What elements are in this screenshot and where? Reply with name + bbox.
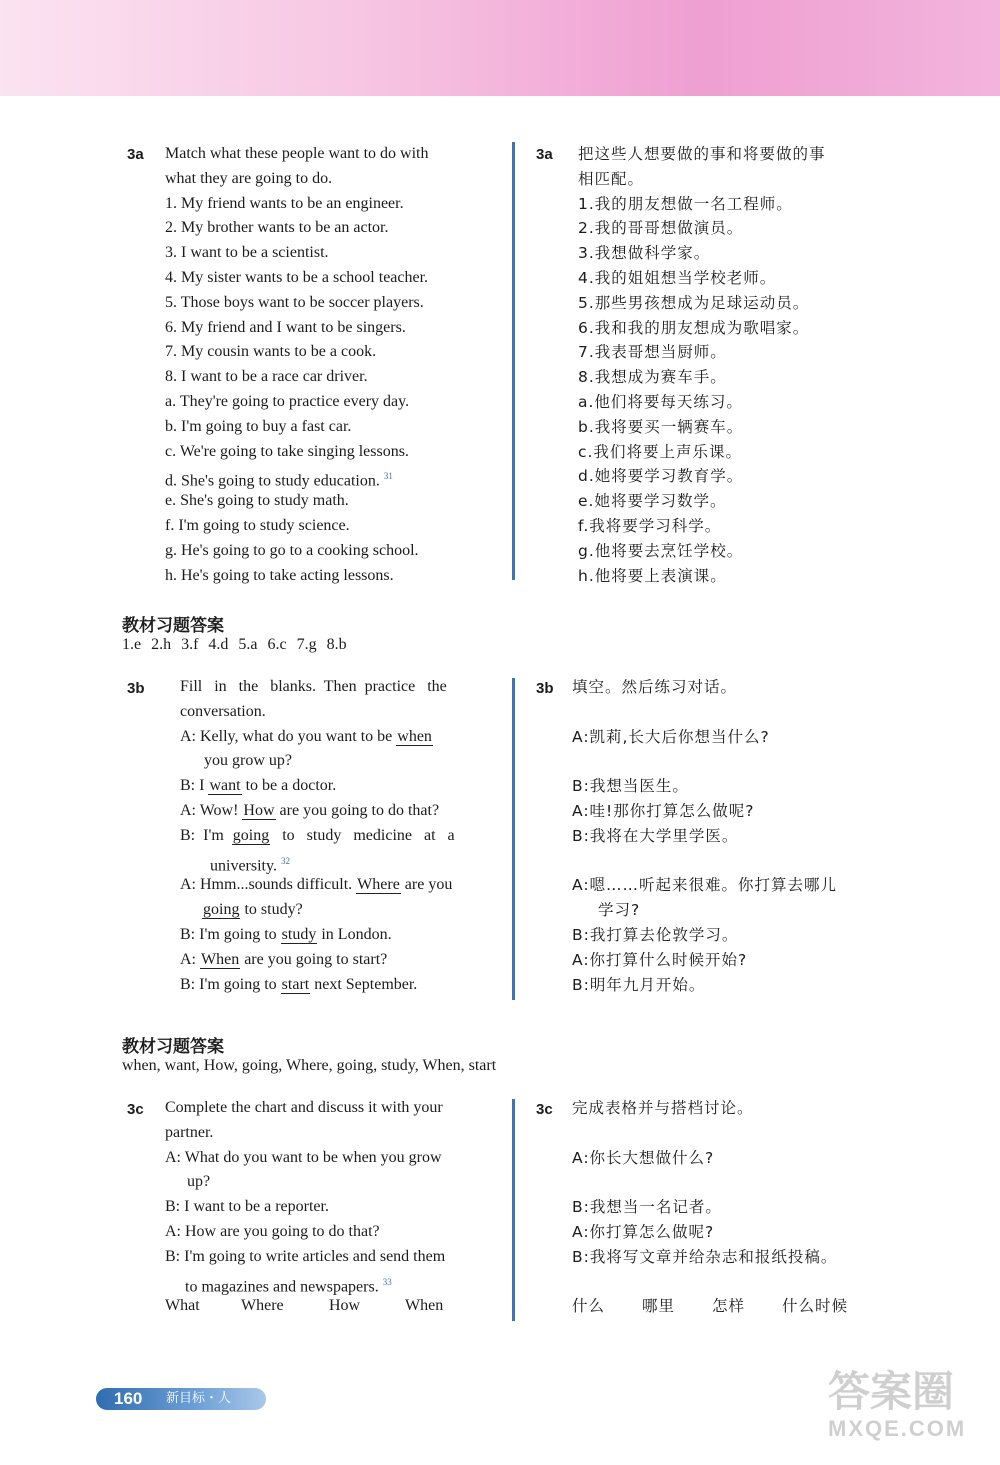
text-line: A:哇!那你打算怎么做呢? (572, 801, 755, 820)
section-label-3b-zh: 3b (536, 680, 554, 697)
text-span: to study? (240, 901, 303, 919)
text-line: 7. My cousin wants to be a cook. (165, 343, 377, 361)
text-line: e.她将要学习数学。 (578, 492, 727, 511)
text-line: d.她将要学习教育学。 (578, 467, 744, 486)
text-span: A: Kelly, what do you want to be (180, 727, 397, 745)
spacer (572, 1170, 912, 1195)
chart-header-cell: 哪里 (642, 1297, 676, 1316)
text-line: 填空。然后练习对话。 (572, 678, 738, 696)
filled-blank: going (232, 826, 270, 844)
text-line: 把这些人想要做的事和将要做的事 (578, 145, 826, 163)
text-line: 8.我想成为赛车手。 (578, 368, 727, 387)
section-label-3a: 3a (127, 146, 144, 163)
chart-header-cell: When (405, 1297, 444, 1315)
section-3a-english (165, 142, 500, 588)
text-line: 3.我想做科学家。 (578, 244, 711, 263)
chart-header-cell: What (165, 1297, 200, 1315)
text-line (165, 464, 500, 489)
dialog-line (180, 824, 500, 849)
filled-blank: start (281, 975, 310, 993)
text-line: A:嗯……听起来很难。你打算去哪儿 (572, 876, 838, 895)
text-line: 5.那些男孩想成为足球运动员。 (578, 293, 810, 312)
text-span: A: Wow! (180, 801, 243, 819)
text-line: f.我将要学习科学。 (578, 516, 722, 535)
text-line: h. He's going to take acting lessons. (165, 566, 394, 584)
text-line: g. He's going to go to a cooking school. (165, 541, 419, 559)
filled-blank: How (243, 801, 275, 819)
dialog-line (165, 1270, 500, 1295)
text-line: 1.我的朋友想做一名工程师。 (578, 194, 793, 213)
text-span: B: I'm going to (180, 925, 281, 943)
spacer (572, 700, 912, 725)
text-span: in London. (317, 925, 392, 943)
filled-blank: when (397, 727, 432, 745)
text-line: A:凯莉,长大后你想当什么? (572, 727, 770, 746)
section-3a-chinese (578, 142, 908, 588)
dialog-line (180, 898, 500, 923)
dialog-line: you grow up? (204, 752, 292, 770)
dialog-line: up? (187, 1173, 211, 1191)
text-span: are you (400, 876, 453, 894)
answers-heading: 教材习题答案 (122, 1037, 224, 1057)
text-line: conversation. (180, 702, 266, 720)
text-line: A:你打算什么时候开始? (572, 950, 748, 969)
page-number: 160 (114, 1389, 143, 1408)
text-line: A:你长大想做什么? (572, 1148, 715, 1167)
section-label-3c-zh: 3c (536, 1101, 553, 1118)
watermark-text: 答案圈 (828, 1367, 955, 1416)
text-line: 7.我表哥想当厨师。 (578, 343, 727, 362)
section-label-3c: 3c (127, 1101, 144, 1118)
text-line: 5. Those boys want to be soccer players. (165, 293, 424, 311)
text-span: are you going to do that? (275, 801, 440, 819)
dialog-line (180, 799, 500, 824)
dialog-line (180, 948, 500, 973)
text-line: Complete the chart and discuss it with your (165, 1099, 443, 1116)
column-divider (512, 678, 515, 1000)
chart-header-row-zh (572, 1294, 912, 1319)
text-span: next September. (310, 975, 418, 993)
chart-header-cell: 什么 (572, 1297, 606, 1316)
text-line: e. She's going to study math. (165, 492, 349, 510)
text-line: B:我将写文章并给杂志和报纸投稿。 (572, 1247, 838, 1266)
filled-blank: Where (357, 876, 400, 894)
text-span: B: I (180, 777, 209, 795)
dialog-line (180, 725, 500, 750)
chart-header-cell: 什么时候 (782, 1297, 849, 1316)
text-span: to be a doctor. (241, 777, 337, 795)
watermark-logo (828, 1368, 978, 1448)
dialog-line (180, 923, 500, 948)
text-line: b. I'm going to buy a fast car. (165, 417, 352, 435)
text-line: 8. I want to be a race car driver. (165, 368, 368, 386)
text-line: B:我将在大学里学医。 (572, 826, 739, 845)
dialog-line: B: I'm going to write articles and send them (165, 1247, 446, 1265)
text-line: A:你打算怎么做呢? (572, 1222, 715, 1241)
column-divider (512, 142, 515, 580)
answers-line: when, want, How, going, Where, going, study, When, start (122, 1057, 497, 1074)
text-span: to study medicine at a (270, 826, 455, 844)
section-label-3a-zh: 3a (536, 146, 553, 163)
text-line: c.我们将要上声乐课。 (578, 442, 742, 461)
book-label: 新目标・人 (166, 1391, 232, 1406)
text-line: 4.我的姐姐想当学校老师。 (578, 268, 777, 287)
text-line: 完成表格并与搭档讨论。 (572, 1099, 754, 1117)
spacer (572, 1121, 912, 1146)
text-line: g.他将要去烹饪学校。 (578, 541, 744, 560)
header-band (0, 0, 1000, 96)
text-line: 6.我和我的朋友想成为歌唱家。 (578, 318, 810, 337)
text-line: B:明年九月开始。 (572, 975, 706, 994)
note-mark: 33 (382, 1276, 392, 1287)
text-line: f. I'm going to study science. (165, 516, 350, 534)
text-line: c. We're going to take singing lessons. (165, 442, 409, 460)
text-span: B: I'm (180, 826, 232, 844)
dialog-line: A: What do you want to be when you grow (165, 1148, 442, 1166)
spacer (572, 849, 912, 874)
text-span: A: Hmm...sounds difficult. (180, 876, 357, 894)
filled-blank: want (209, 777, 241, 795)
text-line: B:我想当医生。 (572, 777, 689, 796)
text-line: 2. My brother wants to be an actor. (165, 219, 389, 237)
section-label-3b: 3b (127, 680, 145, 697)
text-line: B:我打算去伦敦学习。 (572, 925, 739, 944)
chart-header-row (165, 1294, 500, 1319)
section-3c-english (165, 1096, 500, 1319)
dialog-line: B: I want to be a reporter. (165, 1198, 329, 1216)
chart-header-cell: 怎样 (712, 1297, 746, 1316)
text-line: partner. (165, 1123, 214, 1141)
watermark-url: MXQE.COM (828, 1416, 967, 1441)
text-span: d. She's going to study education. (165, 472, 380, 490)
text-line: 1. My friend wants to be an engineer. (165, 194, 404, 212)
text-span: A: (180, 950, 200, 968)
text-line: 2.我的哥哥想做演员。 (578, 219, 744, 238)
text-line: a.他们将要每天练习。 (578, 392, 743, 411)
note-mark: 31 (383, 471, 393, 482)
dialog-line (180, 973, 500, 998)
text-span: university. (210, 856, 277, 874)
text-line: 6. My friend and I want to be singers. (165, 318, 406, 336)
answers-line: 1.e 2.h 3.f 4.d 5.a 6.c 7.g 8.b (122, 636, 347, 653)
section-3b-english (180, 675, 500, 997)
chart-header-cell: How (329, 1297, 361, 1315)
text-span: are you going to start? (240, 950, 388, 968)
text-line: 3. I want to be a scientist. (165, 244, 329, 262)
text-line: h.他将要上表演课。 (578, 566, 727, 585)
text-span: to magazines and newspapers. (185, 1277, 379, 1295)
text-line: 4. My sister wants to be a school teacher. (165, 268, 429, 286)
text-line: 相匹配。 (578, 169, 645, 188)
text-line: Fill in the blanks. Then practice the (180, 678, 447, 695)
filled-blank: When (201, 950, 240, 968)
spacer (572, 749, 912, 774)
section-3b-chinese (572, 675, 912, 997)
dialog-line (180, 873, 500, 898)
text-line: what they are going to do. (165, 169, 333, 187)
dialog-line (180, 774, 500, 799)
chart-header-cell: Where (241, 1297, 284, 1315)
text-span: B: I'm going to (180, 975, 281, 993)
text-line: a. They're going to practice every day. (165, 392, 410, 410)
filled-blank: study (281, 925, 317, 943)
dialog-line: A: How are you going to do that? (165, 1222, 380, 1240)
section-3c-chinese (572, 1096, 912, 1319)
answers-heading: 教材习题答案 (122, 616, 224, 636)
text-line: Match what these people want to do with (165, 145, 429, 162)
text-line: 学习? (598, 901, 641, 920)
spacer (572, 1270, 912, 1295)
text-line: b.我将要买一辆赛车。 (578, 417, 744, 436)
note-mark: 32 (280, 855, 290, 866)
text-line: B:我想当一名记者。 (572, 1198, 722, 1217)
column-divider (512, 1099, 515, 1321)
dialog-line (180, 849, 500, 874)
filled-blank: going (203, 901, 240, 919)
